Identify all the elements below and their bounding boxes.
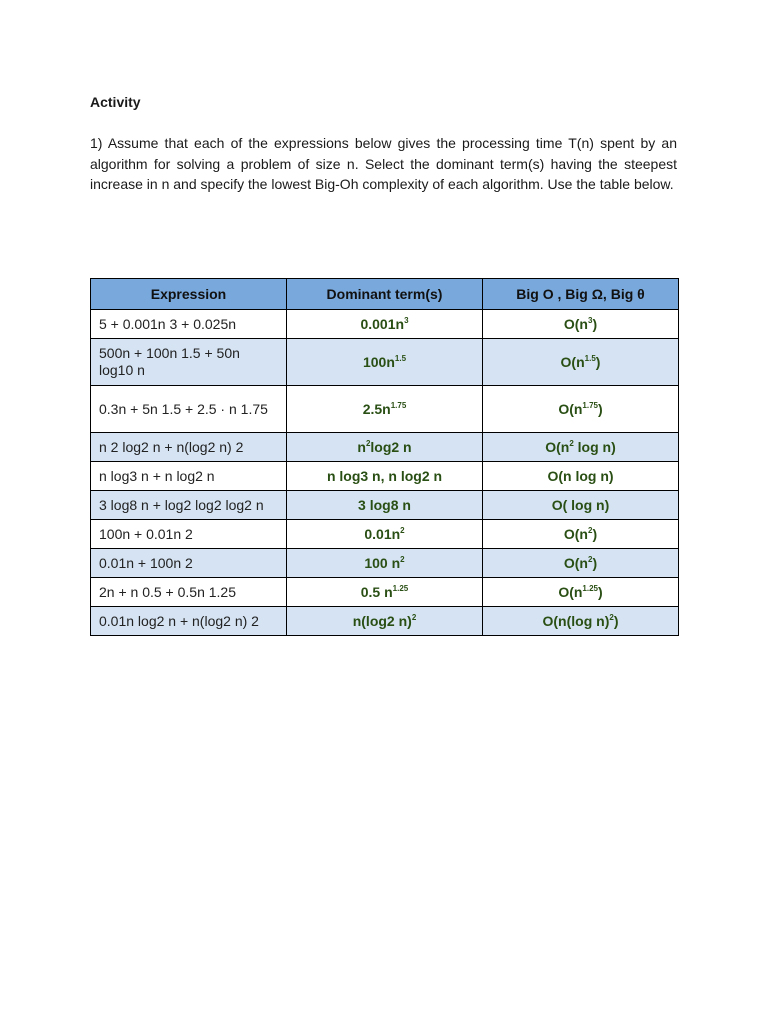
expression-cell: 5 + 0.001n 3 + 0.025n bbox=[91, 310, 287, 339]
dom-base-text: n(log2 n) bbox=[352, 613, 412, 629]
big-base-text: O(n bbox=[560, 354, 585, 370]
table-row bbox=[91, 310, 679, 339]
dom-base-text: n log3 n, n log2 n bbox=[326, 468, 443, 484]
big-o-cell bbox=[483, 339, 679, 386]
big-sup-text: 2 bbox=[609, 613, 614, 622]
table-row bbox=[91, 549, 679, 578]
big-base-text: O(n bbox=[563, 316, 588, 332]
big-o-cell bbox=[483, 607, 679, 636]
table-row bbox=[91, 433, 679, 462]
complexity-table bbox=[90, 278, 679, 636]
big-o-cell bbox=[483, 520, 679, 549]
big-tail-text: ) bbox=[598, 584, 603, 600]
big-base-text: O(n log n) bbox=[547, 468, 614, 484]
dom-base-text: 100 n bbox=[364, 555, 401, 571]
big-o-cell bbox=[483, 462, 679, 491]
table-row bbox=[91, 462, 679, 491]
dom-base-text: n bbox=[357, 439, 366, 455]
dom-sup-text: 2 bbox=[400, 526, 405, 535]
dom-sup-text: 1.75 bbox=[390, 401, 407, 410]
big-o-cell bbox=[483, 310, 679, 339]
big-o-cell bbox=[483, 433, 679, 462]
expression-cell: 100n + 0.01n 2 bbox=[91, 520, 287, 549]
dominant-term-cell bbox=[287, 462, 483, 491]
dominant-term-cell bbox=[287, 549, 483, 578]
big-base-text: O(n(log n) bbox=[542, 613, 610, 629]
expression-cell: 0.3n + 5n 1.5 + 2.5 · n 1.75 bbox=[91, 386, 287, 433]
big-base-text: O( log n) bbox=[551, 497, 610, 513]
big-sup-text: 2 bbox=[569, 439, 574, 448]
big-o-cell bbox=[483, 578, 679, 607]
big-tail-text: ) bbox=[595, 354, 601, 370]
big-tail-text: ) bbox=[598, 401, 603, 417]
dominant-term-cell bbox=[287, 578, 483, 607]
table-header-row bbox=[91, 279, 679, 310]
dom-base-text: 2.5n bbox=[362, 401, 391, 417]
big-sup-text: 3 bbox=[587, 316, 593, 325]
big-sup-text: 1.5 bbox=[584, 354, 596, 363]
big-base-text: O(n bbox=[563, 555, 588, 571]
expression-cell: 0.01n + 100n 2 bbox=[91, 549, 287, 578]
expression-cell: n log3 n + n log2 n bbox=[91, 462, 287, 491]
dom-base-text: 3 log8 n bbox=[358, 497, 411, 513]
table-row bbox=[91, 339, 679, 386]
big-o-cell bbox=[483, 491, 679, 520]
big-o-cell bbox=[483, 386, 679, 433]
big-tail-text: ) bbox=[592, 555, 598, 571]
big-sup-text: 1.75 bbox=[582, 401, 598, 410]
dom-base-text: 100n bbox=[362, 354, 395, 370]
expression-cell: n 2 log2 n + n(log2 n) 2 bbox=[91, 433, 287, 462]
table-row bbox=[91, 578, 679, 607]
table-body bbox=[91, 310, 679, 636]
expression-cell: 2n + n 0.5 + 0.5n 1.25 bbox=[91, 578, 287, 607]
big-base-text: O(n bbox=[558, 401, 583, 417]
dominant-term-cell bbox=[287, 310, 483, 339]
big-tail-text: ) bbox=[592, 316, 598, 332]
dom-sup-text: 3 bbox=[404, 316, 409, 325]
big-tail-text: ) bbox=[613, 613, 619, 629]
activity-heading: Activity bbox=[90, 94, 141, 110]
table-row bbox=[91, 520, 679, 549]
big-sup-text: 2 bbox=[587, 555, 593, 564]
dom-base-text: 0.001n bbox=[360, 316, 405, 332]
dom-sup-text: 2 bbox=[400, 555, 405, 564]
big-tail-text: ) bbox=[592, 526, 598, 542]
dom-base-text: 0.5 n bbox=[360, 584, 393, 600]
big-base-text: O(n bbox=[558, 584, 583, 600]
dom-tail-text: log2 n bbox=[370, 439, 412, 455]
instructions-paragraph: 1) Assume that each of the expressions below gives the processing time T(n) spent by an algorithm for solving a problem of size n. Select the dominant term(s) having the steepest increase in n and specify the lowest Big-Oh complexity of each algorithm. Use the table below. bbox=[90, 135, 677, 192]
dom-sup-text: 1.25 bbox=[392, 584, 409, 593]
dominant-term-cell bbox=[287, 520, 483, 549]
table-row bbox=[91, 386, 679, 433]
expression-cell: 0.01n log2 n + n(log2 n) 2 bbox=[91, 607, 287, 636]
table-row bbox=[91, 607, 679, 636]
dominant-term-cell bbox=[287, 607, 483, 636]
dominant-term-cell bbox=[287, 386, 483, 433]
big-sup-text: 1.25 bbox=[582, 584, 598, 593]
dom-sup-text: 2 bbox=[365, 439, 371, 448]
dominant-term-cell bbox=[287, 491, 483, 520]
header-big-o: Big O , Big Ω, Big θ bbox=[483, 279, 679, 310]
header-expression: Expression bbox=[91, 279, 287, 310]
dominant-term-cell bbox=[287, 339, 483, 386]
header-dominant-terms: Dominant term(s) bbox=[287, 279, 483, 310]
big-o-cell bbox=[483, 549, 679, 578]
dominant-term-cell bbox=[287, 433, 483, 462]
expression-cell: 3 log8 n + log2 log2 log2 n bbox=[91, 491, 287, 520]
dom-base-text: 0.01n bbox=[364, 526, 401, 542]
dom-sup-text: 1.5 bbox=[394, 354, 407, 363]
table-row bbox=[91, 491, 679, 520]
big-base-text: O(n bbox=[563, 526, 588, 542]
expression-cell: 500n + 100n 1.5 + 50n log10 n bbox=[91, 339, 287, 386]
big-base-text: O(n bbox=[545, 439, 570, 455]
big-tail-text: log n) bbox=[573, 439, 616, 455]
dom-sup-text: 2 bbox=[411, 613, 417, 622]
big-sup-text: 2 bbox=[587, 526, 593, 535]
